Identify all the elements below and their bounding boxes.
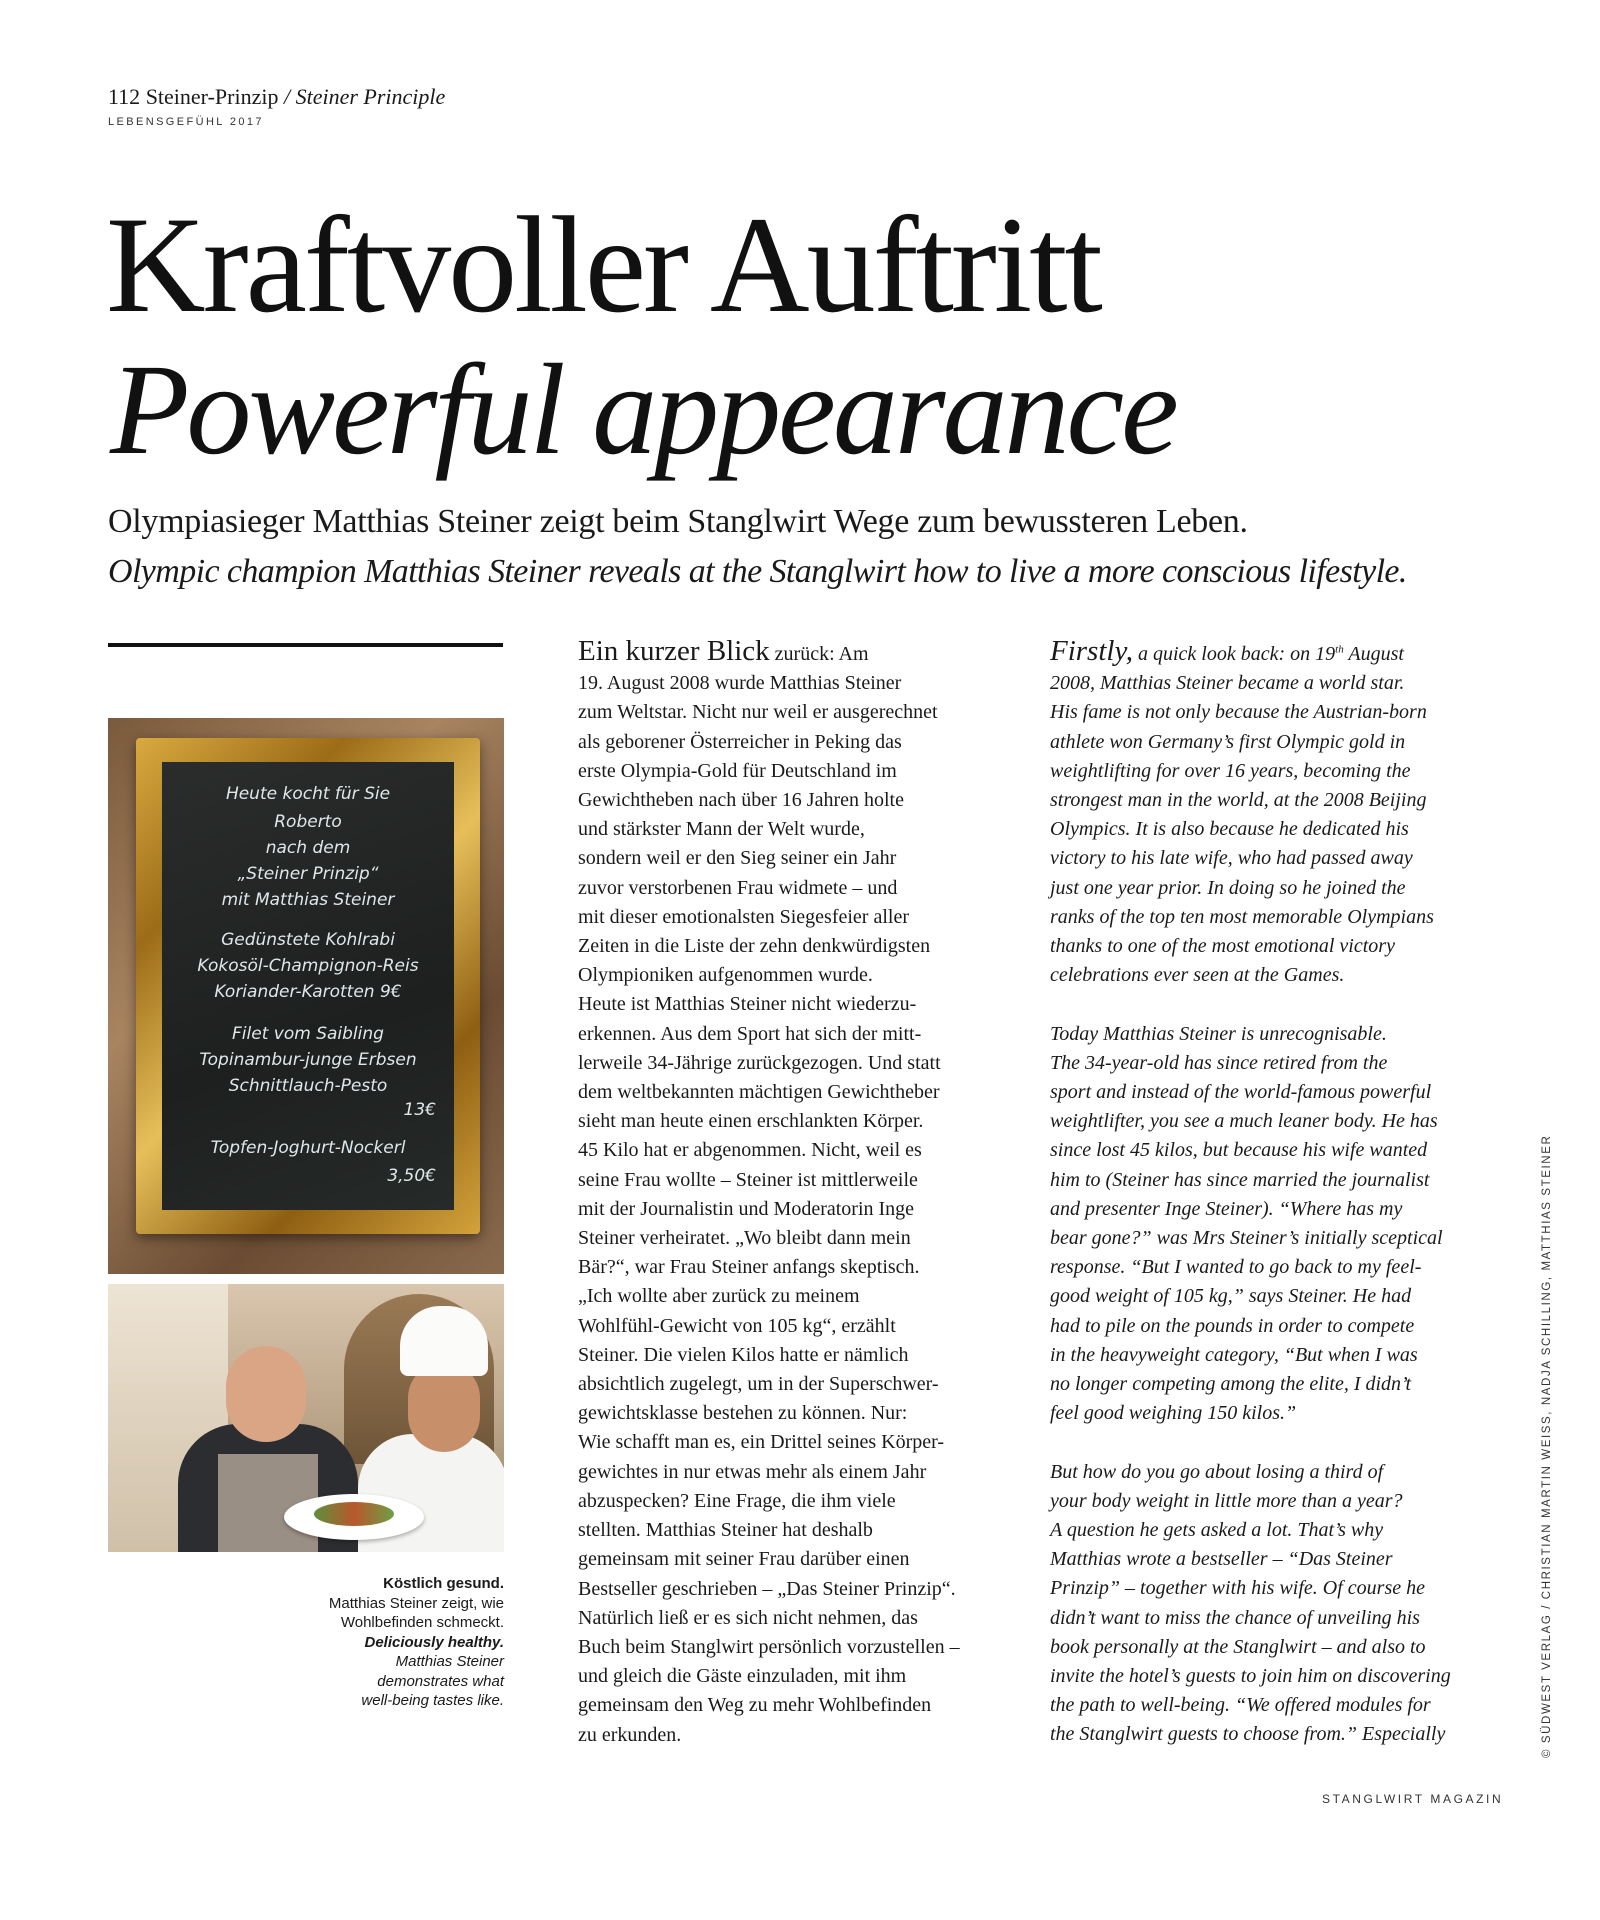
- article-line: response. “But I wanted to go back to my feel-: [1050, 1256, 1422, 1279]
- caption-title-en: Deliciously healthy.: [364, 1633, 504, 1651]
- article-line: Bestseller geschrieben – „Das Steiner Prinzip“.: [578, 1577, 956, 1600]
- article-line: Zeiten in die Liste der zehn denkwürdigsten: [578, 935, 931, 958]
- article-line: zum Weltstar. Nicht nur weil er ausgerechnet: [578, 701, 938, 724]
- issue-label: LEBENSGEFÜHL 2017: [108, 116, 264, 128]
- page-number: 112: [108, 84, 141, 109]
- article-line: gemeinsam den Weg zu mehr Wohlbefinden: [578, 1694, 932, 1717]
- article-line: your body weight in little more than a year?: [1050, 1489, 1403, 1512]
- article-lead-rest: a quick look back: on 19: [1132, 643, 1336, 665]
- paragraph-gap: [1050, 1428, 1451, 1457]
- article-line: weightlifting for over 16 years, becoming the: [1050, 759, 1411, 782]
- chalkboard-line: Koriander-Karotten 9€: [214, 982, 402, 1002]
- caption-line: Matthias Steiner zeigt, wie: [328, 1594, 504, 1612]
- article-line: als geborener Österreicher in Peking das: [578, 730, 902, 753]
- article-line: book personally at the Stanglwirt – and also to: [1050, 1635, 1426, 1658]
- article-line: But how do you go about losing a third of: [1050, 1460, 1384, 1483]
- headline-en: Powerful appearance: [110, 338, 1176, 482]
- section-title-en: Steiner Principle: [295, 84, 446, 109]
- magazine-footer: STANGLWIRT MAGAZIN: [1322, 1792, 1504, 1806]
- article-lead-line: [578, 637, 960, 669]
- article-line: 45 Kilo hat er abgenommen. Nicht, weil es: [578, 1139, 922, 1162]
- article-line: Matthias wrote a bestseller – “Das Steiner: [1050, 1548, 1393, 1571]
- article-line: celebrations ever seen at the Games.: [1050, 964, 1345, 987]
- section-title-de: Steiner-Prinzip: [145, 84, 279, 109]
- page-header: [108, 84, 445, 110]
- photo-caption: [108, 1574, 504, 1711]
- headline-de: Kraftvoller Auftritt: [106, 188, 1100, 341]
- article-line: just one year prior. In doing so he joined the: [1050, 876, 1406, 899]
- caption-title-de: Köstlich gesund.: [383, 1575, 504, 1592]
- article-lead-rest: zurück: Am: [769, 643, 869, 665]
- article-line: His fame is not only because the Austrian-born: [1050, 701, 1427, 724]
- chalkboard-line: Heute kocht für Sie: [225, 784, 391, 804]
- article-line: zu erkunden.: [578, 1723, 682, 1746]
- article-line: Natürlich ließ er es sich nicht nehmen, das: [578, 1606, 918, 1629]
- article-line: Buch beim Stanglwirt persönlich vorzustellen –: [578, 1635, 960, 1658]
- article-line: Olympics. It is also because he dedicated his: [1050, 818, 1409, 841]
- section-separator: /: [283, 84, 291, 109]
- article-line: bear gone?” was Mrs Steiner’s initially sceptical: [1050, 1227, 1443, 1250]
- caption-line: Wohlbefinden schmeckt.: [340, 1614, 504, 1631]
- caption-line: demonstrates what: [377, 1672, 504, 1690]
- article-line: good weight of 105 kg,” says Steiner. He had: [1050, 1285, 1412, 1308]
- article-line: since lost 45 kilos, but because his wife wanted: [1050, 1139, 1428, 1162]
- article-line: zuvor verstorbenen Frau widmete – und: [578, 876, 898, 899]
- chefs-photo: [108, 1284, 504, 1552]
- article-line: ranks of the top ten most memorable Olympians: [1050, 905, 1434, 928]
- article-line: The 34-year-old has since retired from the: [1050, 1051, 1388, 1074]
- article-line: thanks to one of the most emotional victory: [1050, 935, 1395, 958]
- chalkboard-line: Topfen-Joghurt-Nockerl: [210, 1138, 406, 1158]
- article-column-de: [578, 637, 960, 1750]
- article-line: absichtlich zugelegt, um in der Superschwer-: [578, 1373, 939, 1396]
- article-line: seine Frau wollte – Steiner ist mittlerweile: [578, 1168, 918, 1191]
- article-line: erste Olympia-Gold für Deutschland im: [578, 759, 897, 782]
- chalkboard-line: Gedünstete Kohlrabi: [221, 930, 395, 950]
- article-line: Gewichtheben nach über 16 Jahren holte: [578, 789, 904, 812]
- article-line: abzuspecken? Eine Frage, die ihm viele: [578, 1489, 896, 1512]
- article-line: und stärkster Mann der Welt wurde,: [578, 818, 865, 841]
- gilded-frame: [136, 738, 480, 1234]
- article-line: athlete won Germany’s first Olympic gold in: [1050, 730, 1406, 753]
- article-line: and presenter Inge Steiner). “Where has my: [1050, 1197, 1403, 1220]
- article-line: strongest man in the world, at the 2008 Beijing: [1050, 789, 1427, 812]
- article-line: „Ich wollte aber zurück zu meinem: [578, 1285, 860, 1308]
- chalkboard-line: 13€: [403, 1100, 436, 1120]
- article-line: Steiner verheiratet. „Wo bleibt dann mein: [578, 1227, 911, 1250]
- article-line: invite the hotel’s guests to join him on discovering: [1050, 1665, 1451, 1688]
- article-line: didn’t want to miss the chance of unveiling his: [1050, 1606, 1420, 1629]
- article-line: Steiner. Die vielen Kilos hatte er nämlich: [578, 1343, 909, 1366]
- article-line: dem weltbekannten mächtigen Gewichtheber: [578, 1081, 940, 1104]
- article-line: lerweile 34-Jährige zurückgezogen. Und statt: [578, 1051, 941, 1074]
- subheadline-en: Olympic champion Matthias Steiner reveals at the Stanglwirt how to live a more conscious lifestyle.: [108, 553, 1407, 590]
- caption-line: Matthias Steiner: [395, 1653, 504, 1670]
- article-line: Heute ist Matthias Steiner nicht wiederzu-: [578, 993, 917, 1016]
- article-line: Wohlfühl-Gewicht von 105 kg“, erzählt: [578, 1314, 896, 1337]
- article-line: erkennen. Aus dem Sport hat sich der mitt-: [578, 1022, 922, 1045]
- article-lead-line: [1050, 637, 1451, 669]
- article-line: sieht man heute einen erschlankten Körper.: [578, 1110, 924, 1133]
- dish-food: [314, 1502, 394, 1526]
- article-line: victory to his late wife, who had passed away: [1050, 847, 1413, 870]
- article-lead-en: Firstly,: [1050, 635, 1133, 667]
- article-line: Bär?“, war Frau Steiner anfangs skeptisch.: [578, 1256, 920, 1279]
- chalkboard-line: Topinambur-junge Erbsen: [199, 1050, 417, 1070]
- chef-hat: [400, 1306, 488, 1376]
- ordinal-suffix: th: [1335, 643, 1344, 656]
- article-line: him to (Steiner has since married the journalist: [1050, 1168, 1430, 1191]
- article-line: stellten. Matthias Steiner hat deshalb: [578, 1519, 873, 1542]
- chalkboard-line: Kokosöl-Champignon-Reis: [197, 956, 419, 976]
- article-line: gewichtsklasse bestehen zu können. Nur:: [578, 1402, 908, 1425]
- chalkboard-photo: [108, 718, 504, 1274]
- chalkboard-line: nach dem: [265, 838, 351, 858]
- caption-line: well-being tastes like.: [361, 1692, 504, 1709]
- article-lead-end: August: [1343, 643, 1404, 665]
- article-line: weightlifter, you see a much leaner body. He has: [1050, 1110, 1438, 1133]
- article-line: mit der Journalistin und Moderatorin Inge: [578, 1197, 915, 1220]
- article-line: Wie schafft man es, ein Drittel seines Körper-: [578, 1431, 945, 1454]
- steiner-head: [226, 1346, 306, 1442]
- chalkboard-line: „Steiner Prinzip“: [237, 864, 379, 884]
- article-line: 2008, Matthias Steiner became a world star.: [1050, 672, 1405, 695]
- chalkboard-line: Schnittlauch-Pesto: [228, 1076, 388, 1096]
- article-line: no longer competing among the elite, I didn’t: [1050, 1373, 1412, 1396]
- article-line: sondern weil er den Sieg seiner ein Jahr: [578, 847, 897, 870]
- chalkboard-line: Filet vom Saibling: [232, 1024, 384, 1044]
- chalkboard-menu: [162, 762, 454, 1210]
- article-lead-de: Ein kurzer Blick: [578, 635, 770, 667]
- chalkboard-line: Roberto: [274, 812, 342, 832]
- article-line: 19. August 2008 wurde Matthias Steiner: [578, 672, 902, 695]
- photo-credit: © SÜDWEST VERLAG / CHRISTIAN MARTIN WEISS, NADJA SCHILLING, MATTHIAS STEINER: [1541, 1134, 1553, 1758]
- article-line: Today Matthias Steiner is unrecognisable.: [1050, 1022, 1387, 1045]
- article-line: gewichtes in nur etwas mehr als einem Jahr: [578, 1460, 927, 1483]
- article-line: sport and instead of the world-famous powerful: [1050, 1081, 1432, 1104]
- chalkboard-line: mit Matthias Steiner: [221, 890, 395, 910]
- article-line: in the heavyweight category, “But when I was: [1050, 1343, 1418, 1366]
- article-line: und gleich die Gäste einzuladen, mit ihm: [578, 1665, 907, 1688]
- article-line: had to pile on the pounds in order to compete: [1050, 1314, 1415, 1337]
- article-line: the path to well-being. “We offered modules for: [1050, 1694, 1431, 1717]
- article-line: gemeinsam mit seiner Frau darüber einen: [578, 1548, 910, 1571]
- article-line: Olympioniken aufgenommen wurde.: [578, 964, 873, 987]
- paragraph-gap: [1050, 990, 1451, 1019]
- subheadline-de: Olympiasieger Matthias Steiner zeigt beim Stanglwirt Wege zum bewussteren Leben.: [108, 503, 1248, 540]
- article-line: mit dieser emotionalsten Siegesfeier aller: [578, 905, 909, 928]
- article-line: Prinzip” – together with his wife. Of course he: [1050, 1577, 1425, 1600]
- article-line: the Stanglwirt guests to choose from.” Especially: [1050, 1723, 1446, 1746]
- section-rule: [108, 643, 503, 647]
- chalkboard-line: 3,50€: [387, 1166, 436, 1186]
- article-line: feel good weighing 150 kilos.”: [1050, 1402, 1297, 1425]
- article-column-en: [1050, 637, 1451, 1750]
- article-line: A question he gets asked a lot. That’s why: [1050, 1519, 1384, 1542]
